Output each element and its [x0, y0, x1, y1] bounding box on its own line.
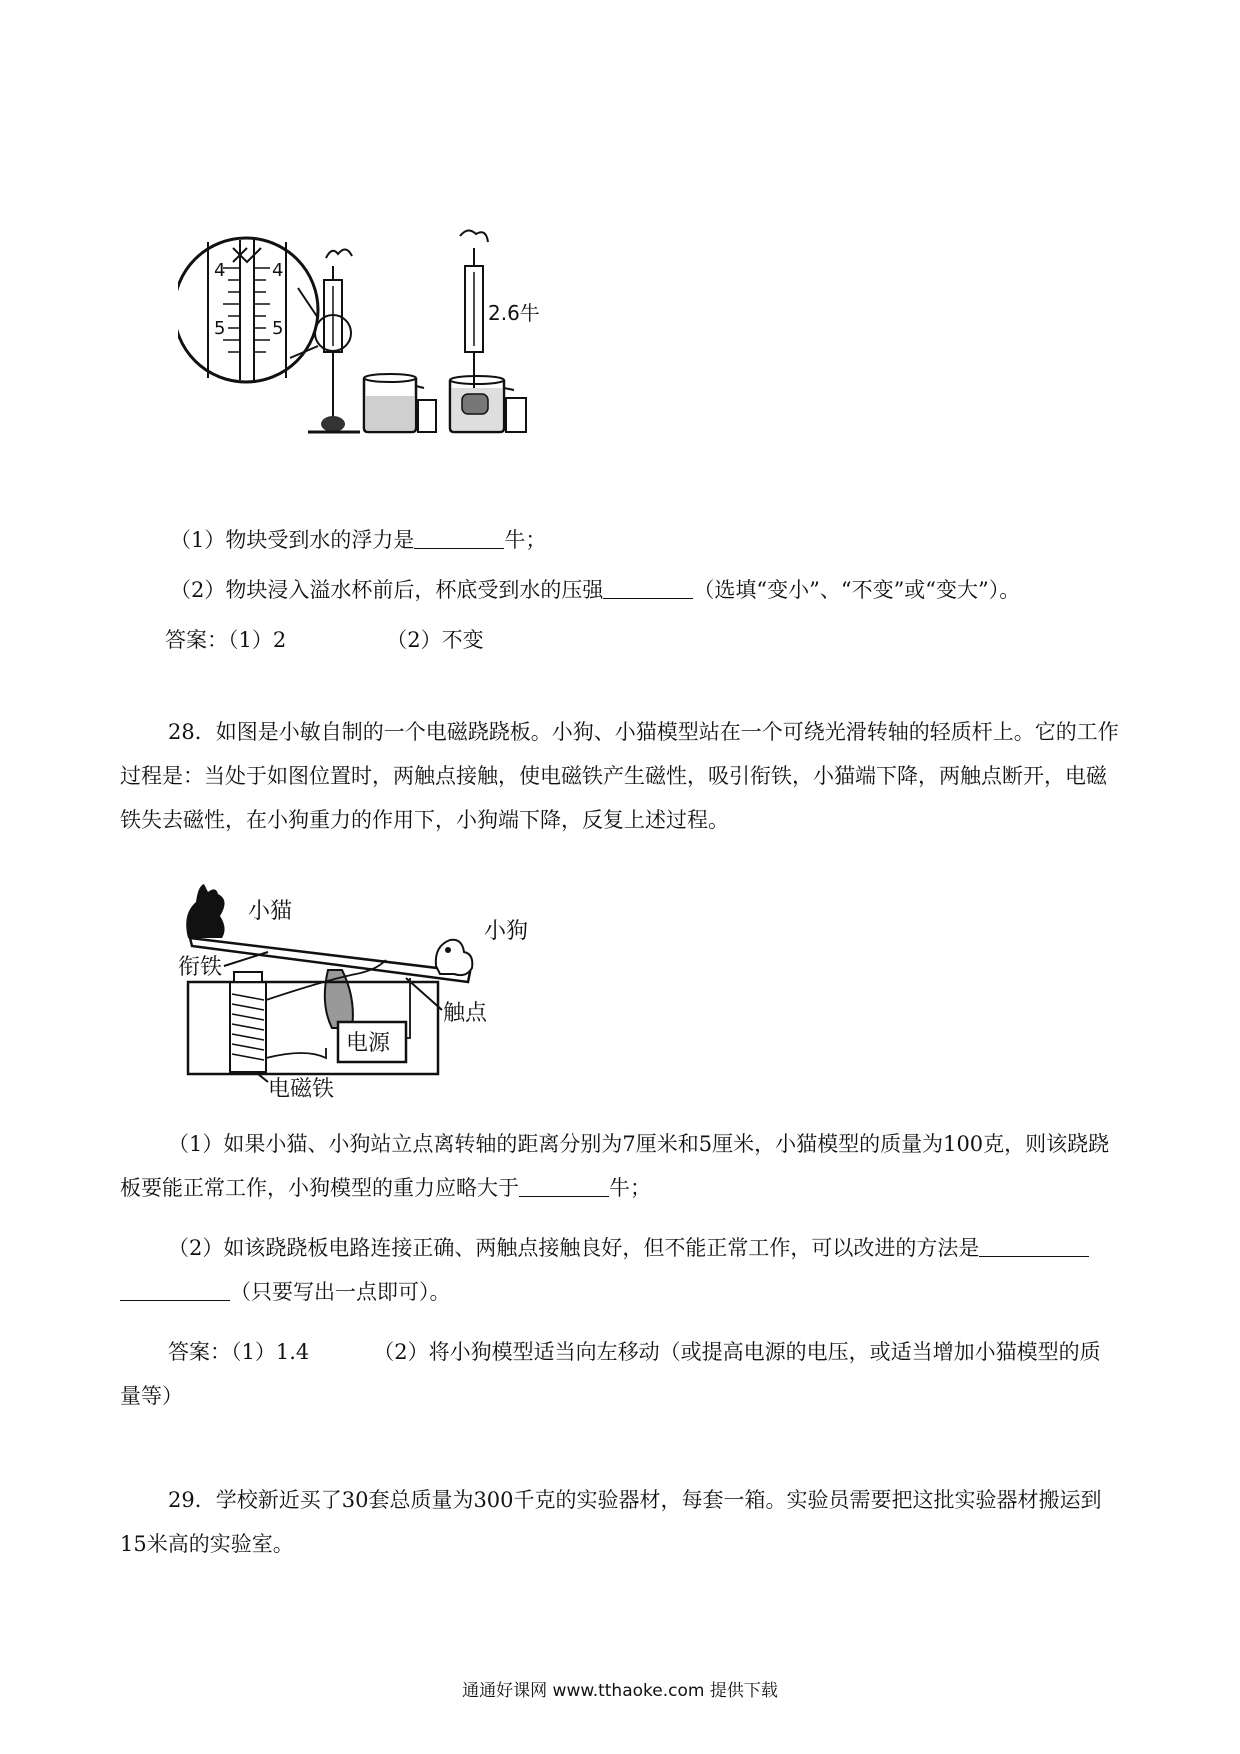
dog-label: 小狗	[484, 919, 529, 944]
contact-label: 触点	[443, 1001, 488, 1026]
spring-scale-figure	[178, 228, 598, 490]
electromagnet-label: 电磁铁	[268, 1077, 335, 1100]
seesaw-figure	[178, 880, 558, 1100]
q28-part2-blank-a[interactable]	[979, 1236, 1089, 1257]
q28-stem: 28．如图是小敏自制的一个电磁跷跷板。小狗、小猫模型站在一个可绕光滑转轴的轻质杆上。它的工作过程是：当处于如图位置时，两触点接触，使电磁铁产生磁性，吸引衔铁，小猫端下降，两触点断开，电磁铁失去磁性，在小狗重力的作用下，小狗端下降，反复上述过程。	[120, 720, 1119, 832]
q27-part1: （1）物块受到水的浮力是 牛；	[170, 528, 547, 552]
page-footer: 通通好课网 www.tthaoke.com 提供下载	[462, 1681, 778, 1701]
q28-part2: （2）如该跷跷板电路连接正确、两触点接触良好，但不能正常工作，可以改进的方法是（只要写出一点即可）。	[120, 1226, 1120, 1314]
scale-reading: 2.6牛	[488, 301, 540, 325]
scale-mark-left-5: 5	[214, 318, 226, 339]
cat-label: 小猫	[248, 899, 293, 924]
q28-part2-blank-b[interactable]	[120, 1280, 230, 1301]
q28-part1-blank[interactable]	[519, 1176, 609, 1197]
scale-mark-left-4: 4	[214, 260, 226, 281]
q27-part1-blank[interactable]	[414, 528, 504, 549]
q29-stem: 29．学校新近买了30套总质量为300千克的实验器材，每套一箱。实验员需要把这批实验器材搬运到15米高的实验室。	[120, 1488, 1102, 1556]
scale-mark-right-5: 5	[272, 318, 284, 339]
q27-part2: （2）物块浸入溢水杯前后，杯底受到水的压强 （选填“变小”、“不变”或“变大”）。	[170, 578, 1021, 602]
q28-part1: （1）如果小猫、小狗站立点离转轴的距离分别为7厘米和5厘米，小猫模型的质量为100克，则该跷跷板要能正常工作，小狗模型的重力应略大于 牛；	[120, 1132, 1110, 1200]
q27-part2-blank[interactable]	[603, 578, 693, 599]
armature-label: 衔铁	[178, 955, 223, 980]
q28-answer: 答案：（1）1.4 （2）将小狗模型适当向左移动（或提高电源的电压，或适当增加小猫模型的质量等）	[120, 1340, 1101, 1408]
power-label: 电源	[346, 1031, 391, 1056]
q27-answer: 答案：（1）2 （2）不变	[165, 628, 484, 652]
scale-mark-right-4: 4	[272, 260, 284, 281]
